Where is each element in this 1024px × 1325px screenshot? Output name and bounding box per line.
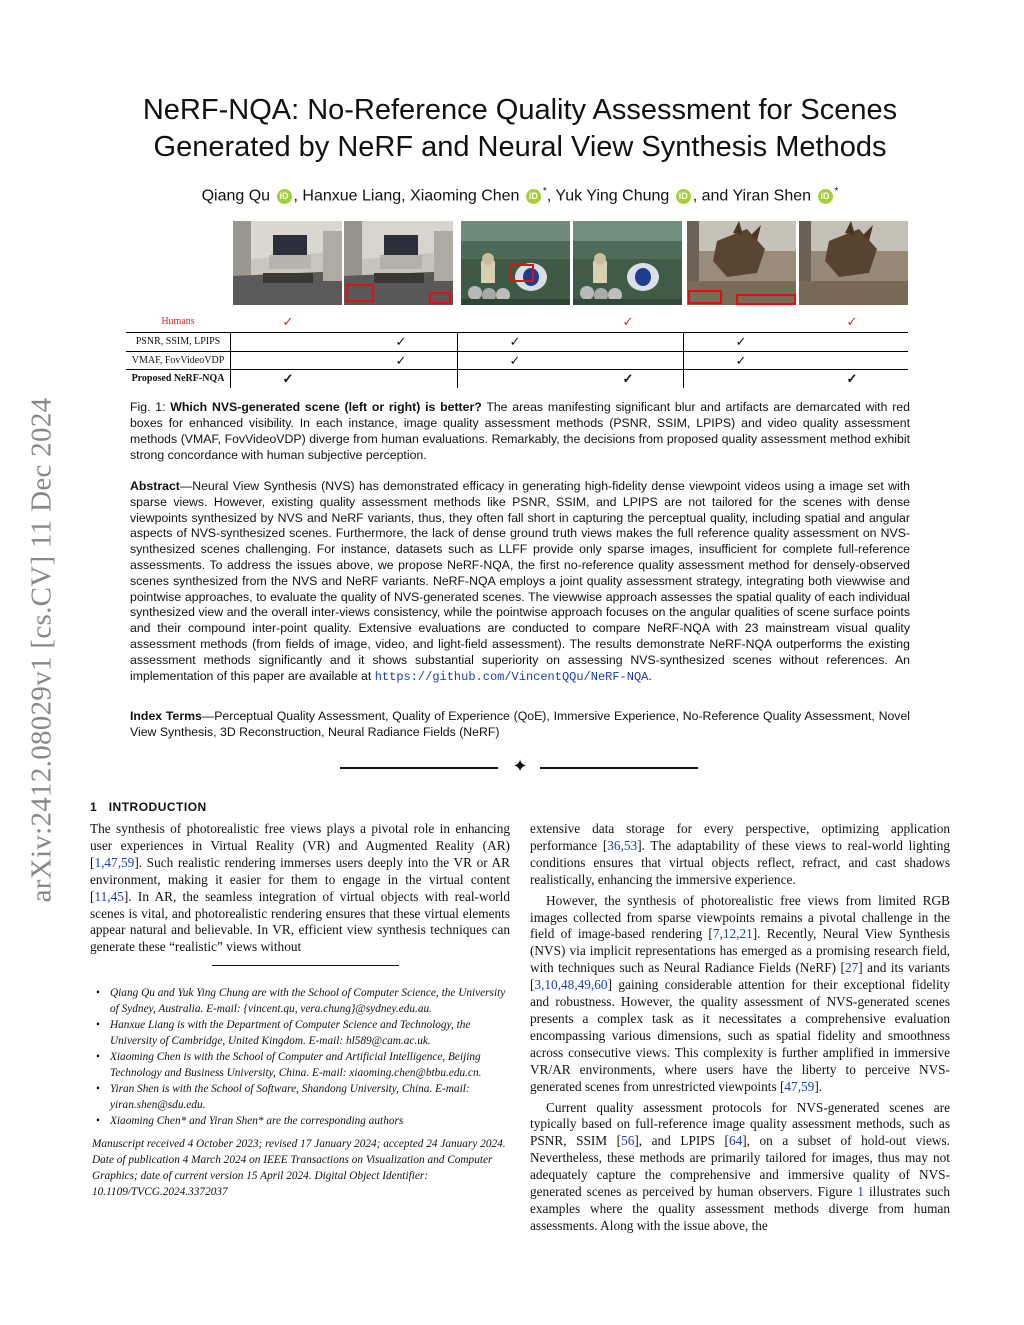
abstract-text: —Neural View Synthesis (NVS) has demonstrated efficacy in generating high-fidelity dense viewpoint videos using a image set with sparse views. However, existing quality assessment methods like PSNR, SSIM, and LPIPS are not tailored for the scenes with dense viewpoints synthesized by NVS and NeRF variants, thus, they often fall short in capturing the perceptual quality, including spatial and angular aspects of NVS-synthesized scenes. Furthermore, the lack of dense ground truth views makes the full reference quality assessment on NVS-synthesized scenes challenging. For instance, datasets such as LLFF provide only sparse images, insufficient for complete full-reference assessments. To address the issues above, we propose NeRF-NQA, the first no-reference quality assessment method for densely-observed scenes synthesized from the NVS and NeRF variants. NeRF-NQA employs a joint quality assessment strategy, integrating both viewwise and pointwise approaches, to evaluate the quality of NVS-generated scenes. The viewwise approach assesses the spatial quality of each individual synthesized view and the overall inter-views consistency, while the pointwise approach focuses on the angular qualities of scene surface points and their compound inter-point quality. Extensive evaluations are conducted to compare NeRF-NQA with 23 mainstream visual quality assessment methods (from fields of image, video, and light-field assessment). The results demonstrate NeRF-NQA outperforms the existing assessment methods significantly and it shows substantial superiority on assessing NVS-synthesized scenes without references. An implementation of this paper are available at (130, 479, 910, 683)
check-icon: ✓ (509, 334, 521, 349)
code-link[interactable]: https://github.com/VincentQQu/NeRF-NQA (374, 669, 649, 684)
row-label-psnr-ssim-lpips: PSNR, SSIM, LPIPS (135, 336, 221, 347)
title-line-1: NeRF-NQA: No-Reference Quality Assessment for Scenes (142, 94, 898, 126)
text-span: ] gaining considerable attention for their exceptional fidelity and robustness. However, the quality assessment of NVS-generated scenes presents a complex task as it necessitates a comprehensive evaluation encompassing various dimensions, such as spatial fidelity and smoothness across consecutive views. This complexity is further amplified in immersive VR/AR environments, where users have the liberty to perceive NVS-generated scenes from unrestricted viewpoints [ (530, 977, 950, 1094)
row-label-humans: Humans (161, 316, 195, 327)
check-icon: ✓ (509, 353, 521, 368)
author-liang-chen: , Hanxue Liang, Xiaoming Chen (293, 187, 520, 205)
paper-title (120, 92, 920, 166)
footnote-item: • Hanxue Liang is with the Department of Computer Science and Technology, the University of Cambridge, United Kingdom. E-mail: hl589@cam.ac.uk. (90, 1017, 514, 1049)
text-span: ], on a subset of hold-out views. Nevertheless, these methods are primarily tailored for images, thus may not adequately capture the comprehensive and immersive quality of NVS-generated scenes as perceived by human observers. Figure (530, 1133, 950, 1200)
text-span: ]. In AR, the seamless integration of virtual objects with real-world scenes is vital, and photorealistic rendering ensures that these virtual elements appear natural and believable. In VR, efficient view synthesis techniques can generate these “realistic” views without (90, 888, 510, 955)
paragraph (530, 893, 950, 1096)
footnote-item: • Yiran Shen is with the School of Software, Shandong University, China. E-mail: yiran.shen@sdu.edu. (90, 1081, 514, 1113)
citation-link[interactable]: 11,45 (94, 888, 124, 904)
citation-link[interactable]: 27 (844, 960, 859, 976)
table-row (126, 352, 908, 370)
figure-image-dinosaur-right (799, 221, 908, 305)
section-number: 1 (90, 800, 98, 814)
check-icon: ✓ (622, 314, 634, 329)
citation-link[interactable]: 56 (621, 1133, 635, 1149)
divider-line (540, 767, 698, 769)
check-icon: ✓ (735, 334, 747, 349)
text-span: ], and LPIPS [ (634, 1133, 729, 1149)
caption-question: Which NVS-generated scene (left or right) is better? (170, 400, 482, 414)
author-chung: , Yuk Ying Chung (546, 187, 670, 205)
figure-caption (130, 399, 910, 463)
body-column-left (90, 821, 510, 956)
body-column-right (530, 821, 950, 1235)
table-divider (683, 332, 684, 388)
orcid-icon[interactable]: iD (526, 189, 541, 204)
text-span: illustrates such examples where the quality assessment methods diverge from human assessments. Along with the issue above, the (530, 1184, 950, 1233)
table-divider (230, 332, 231, 388)
row-label-vmaf-fovvideovdp: VMAF, FovVideoVDP (131, 355, 225, 366)
author-qu: Qiang Qu (201, 187, 271, 205)
citation-link[interactable]: 64 (728, 1133, 743, 1149)
author-list (120, 186, 920, 205)
text-span: ] and its variants [ (530, 960, 950, 993)
table-row (126, 370, 908, 388)
check-icon: ✓ (395, 353, 407, 368)
check-icon: ✓ (846, 314, 858, 329)
arxiv-id: arXiv:2412.08029v1 [cs.CV] 11 Dec 2024 (25, 397, 58, 903)
index-terms-label: Index Terms (130, 709, 202, 723)
figure-image-dinosaur-left (687, 221, 796, 305)
figure-ref-link[interactable]: 1 (857, 1184, 864, 1200)
arxiv-stamp (0, 0, 70, 1325)
text-span: ]. (814, 1078, 823, 1094)
check-icon: ✓ (622, 371, 634, 386)
footnote-item: • Xiaoming Chen is with the School of Computer and Artificial Intelligence, Beijing Technology and Business University, China. E-mail: xiaoming.chen@btbu.edu.cn. (90, 1049, 514, 1081)
text-span: However, the synthesis of photorealistic free views from limited RGB images collected from sparse viewpoints remains a pivotal challenge in the field of image-based rendering [ (530, 892, 950, 942)
citation-link[interactable]: 7,12,21 (712, 926, 753, 942)
title-line-2: Generated by NeRF and Neural View Synthesis Methods (153, 131, 887, 163)
check-icon: ✓ (735, 353, 747, 368)
orcid-icon[interactable]: iD (676, 189, 691, 204)
table-row (126, 313, 908, 331)
text-span: ]. The adaptability of these views to real-world lighting conditions ensures that virtual objects reflect, refract, and cast shadows realistically, enhancing the immersive experience. (530, 837, 950, 887)
section-divider (340, 758, 700, 778)
footnotes (90, 985, 514, 1200)
text-span: ]. Such realistic rendering immerses users deeply into the VR or AR environment, making it easier for them to engage in the virtual content [ (90, 854, 510, 904)
table-divider (457, 332, 458, 388)
citation-link[interactable]: 47,59 (784, 1078, 815, 1094)
corresponding-mark: * (834, 186, 839, 197)
check-icon: ✓ (846, 371, 858, 386)
citation-link[interactable]: 36,53 (607, 837, 638, 853)
figure-image-room-right (344, 221, 453, 305)
abstract-end: . (648, 668, 652, 683)
orcid-icon[interactable]: iD (277, 189, 292, 204)
figure-image-room-left (233, 221, 342, 305)
citation-link[interactable]: 3,10,48,49,60 (534, 977, 608, 993)
index-terms-text: —Perceptual Quality Assessment, Quality of Experience (QoE), Immersive Experience, No-Reference Quality Assessment, Novel View Synthesis, 3D Reconstruction, Neural Radiance Fields (NeRF) (130, 709, 911, 739)
check-icon: ✓ (395, 334, 407, 349)
table-row (126, 333, 908, 351)
text-span: extensive data storage for every perspective, optimizing application performance [ (530, 821, 950, 853)
text-span: The synthesis of photorealistic free views plays a pivotal role in enhancing user experiences in Virtual Reality (VR) and Augmented Reality (AR) [ (90, 821, 510, 870)
abstract (130, 479, 910, 685)
paragraph (530, 1100, 950, 1235)
section-heading (90, 800, 207, 814)
section-title: INTRODUCTION (108, 800, 207, 814)
row-label-proposed: Proposed NeRF-NQA (131, 373, 225, 384)
paragraph (90, 821, 510, 956)
footnote-item: • Xiaoming Chen* and Yiran Shen* are the corresponding authors (90, 1113, 514, 1129)
text-span: Current quality assessment protocols for NVS-generated scenes are typically based on full-reference image quality assessment methods, such as PSNR, SSIM [ (530, 1099, 950, 1149)
text-span: ]. Recently, Neural View Synthesis (NVS) via implicit representations has emerged as a promising research field, with techniques such as Neural Radiance Fields (NeRF) [ (530, 926, 950, 976)
footnote-item: • Qiang Qu and Yuk Ying Chung are with the School of Computer Science, the University of Sydney, Australia. E-mail: {vincent.qu, vera.chung}@sydney.edu.au. (90, 985, 514, 1017)
check-icon: ✓ (282, 314, 294, 329)
figure-image-toys-right (573, 221, 682, 305)
footnote-rule (212, 965, 399, 966)
paragraph (530, 821, 950, 889)
caption-label: Fig. 1: (130, 400, 171, 414)
author-shen: , and Yiran Shen (692, 187, 812, 205)
manuscript-info: Manuscript received 4 October 2023; revised 17 January 2024; accepted 24 January 2024. Date of publication 4 March 2024 on IEEE Transactions on Visualization and Computer Graphics; date of current version 15 April 2024. Digital Object Identifier: 10.1109/TVCG.2024.3372037 (92, 1138, 506, 1198)
abstract-label: Abstract (130, 479, 180, 493)
figure-image-toys-left (461, 221, 570, 305)
corresponding-mark: * (542, 186, 547, 197)
diamond-star-icon: ✦ (512, 756, 528, 776)
check-icon: ✓ (282, 371, 294, 386)
caption-text: The areas manifesting significant blur and artifacts are demarcated with red boxes for enhanced visibility. In each instance, image quality assessment methods (PSNR, SSIM, LPIPS) and video quality assessment methods (VMAF, FovVideoVDP) diverge from human evaluations. Remarkably, the decisions from proposed quality assessment method exhibit strong concordance with human subjective perception. (130, 400, 910, 462)
orcid-icon[interactable]: iD (818, 189, 833, 204)
index-terms (130, 709, 910, 741)
divider-line (340, 767, 498, 769)
citation-link[interactable]: 1,47,59 (94, 854, 135, 870)
